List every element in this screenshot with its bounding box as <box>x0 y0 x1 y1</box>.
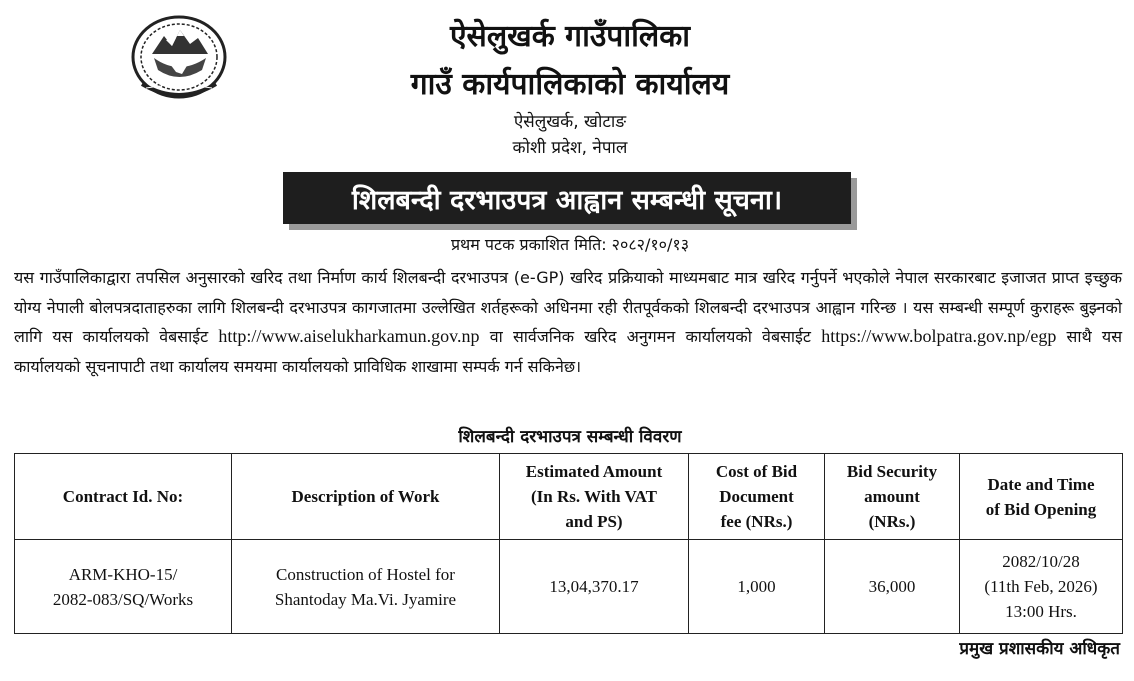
notice-title-banner <box>283 172 851 224</box>
municipality-emblem-icon <box>130 14 228 100</box>
header-line: (NRs.) <box>868 512 916 531</box>
cell-line: Shantoday Ma.Vi. Jyamire <box>274 589 457 609</box>
notice-body-part3: साथै यस कार्यालयको सूचनापाटी तथा कार्यालय समयमा कार्यालयको प्राविधिक शाखामा सम्पर्क गर्न सकिनेछ। <box>14 327 1123 376</box>
table-title: शिलबन्दी दरभाउपत्र सम्बन्धी विवरण <box>458 427 682 447</box>
header-line: Cost of Bid <box>715 462 798 481</box>
header-line: fee (NRs.) <box>720 512 793 531</box>
signatory-title: प्रमुख प्रशासकीय अधिकृत <box>959 639 1120 659</box>
header-description: Description of Work <box>232 454 500 540</box>
address-line-2: कोशी प्रदेश, नेपाल <box>512 138 628 158</box>
header-line: and PS) <box>565 512 623 531</box>
header-bid-opening <box>960 454 1123 540</box>
header-line: of Bid Opening <box>985 499 1097 519</box>
cell-line: 13:00 Hrs. <box>1005 602 1077 621</box>
cell-line: ARM-KHO-15/ <box>68 564 178 584</box>
header-contract-id: Contract Id. No: <box>15 454 232 540</box>
cell-line: 2082/10/28 <box>1002 552 1080 571</box>
notice-body <box>14 263 1122 381</box>
cell-contract-id <box>15 540 232 634</box>
table-row <box>15 540 1123 634</box>
notice-title: शिलबन्दी दरभाउपत्र आह्वान सम्बन्धी सूचना। <box>351 184 783 216</box>
address-line-1: ऐसेलुखर्क, खोटाङ <box>513 112 627 132</box>
cell-line: Construction of Hostel for <box>276 564 455 584</box>
header-line: Bid Security <box>846 462 938 481</box>
cell-description <box>232 540 500 634</box>
header-line: Document <box>719 487 794 506</box>
cell-document-fee: 1,000 <box>689 540 825 634</box>
municipality-website-link[interactable]: http://www.aiselukharkamun.gov.np <box>218 326 480 346</box>
header-line: Estimated Amount <box>525 462 663 481</box>
cell-line: (11th Feb, 2026) <box>984 577 1098 596</box>
office-name: गाउँ कार्यपालिकाको कार्यालय <box>410 67 730 102</box>
table-header-row <box>15 454 1123 540</box>
municipality-name: ऐसेलुखर्क गाउँपालिका <box>449 19 691 54</box>
cell-estimated-amount: 13,04,370.17 <box>500 540 689 634</box>
cell-bid-security: 36,000 <box>825 540 960 634</box>
published-date: प्रथम पटक प्रकाशित मिति: २०८२/१०/१३ <box>450 235 690 254</box>
header-bid-security <box>825 454 960 540</box>
notice-body-part1: यस गाउँपालिकाद्वारा तपसिल अनुसारको खरिद तथा निर्माण कार्य शिलबन्दी दरभाउपत्र (e-GP) खरिद प्रक्रियाको माध्यमबाट मात्र खरिद गर्नुपर्ने भएकोले नेपाल सरकारबाट इजाजत प्राप्त इच्छुक योग्य नेपाली बोलपत्रदाताहरुका लागि शिलबन्दी दरभाउपत्र कागजातमा उल्लेखित शर्तहरूको अधिनमा रही रीतपूर्वकको शिलबन्दी दरभाउपत्र आह्वान गरिन्छ । यस सम्बन्धी सम्पूर्ण कुराहरू बुझ्नको लागि यस कार्यालयको वेबसाईट <box>14 268 1122 346</box>
header-line: Date and Time <box>987 474 1095 494</box>
bolpatra-website-link[interactable]: https://www.bolpatra.gov.np/egp <box>821 326 1057 346</box>
header-document-fee <box>689 454 825 540</box>
header-line: amount <box>864 487 920 506</box>
cell-line: 2082-083/SQ/Works <box>52 589 194 609</box>
header-line: (In Rs. With VAT <box>531 487 657 506</box>
notice-body-part2: वा सार्वजनिक खरिद अनुगमन कार्यालयको वेबसाईट <box>479 327 822 346</box>
cell-bid-opening <box>960 540 1123 634</box>
bid-details-table <box>14 453 1123 634</box>
header-estimated-amount <box>500 454 689 540</box>
